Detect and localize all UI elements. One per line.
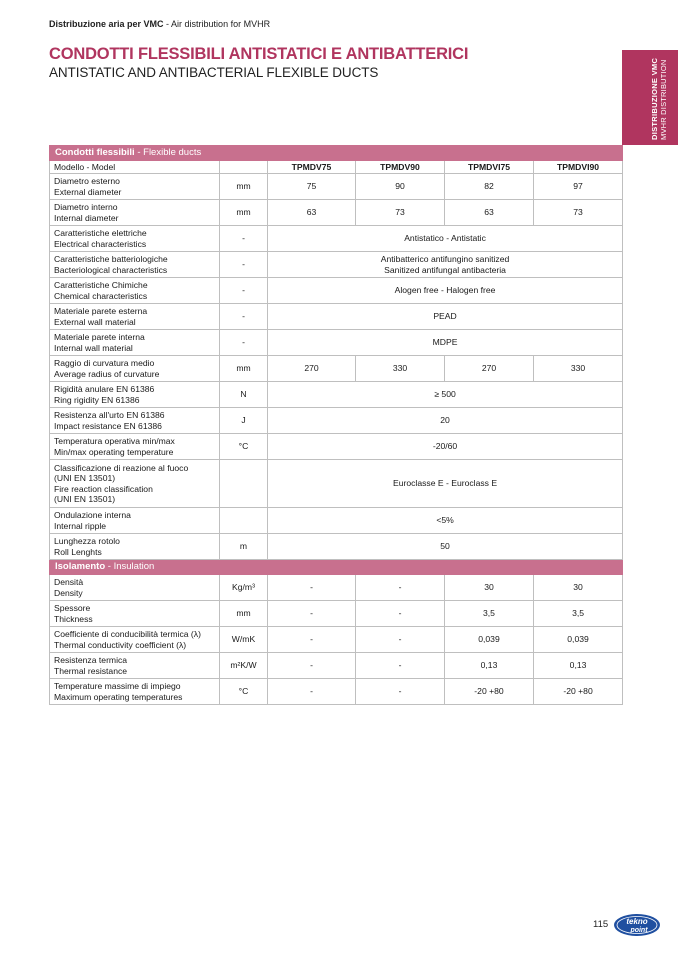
row-label: Coefficiente di conducibilità termica (λ) Thermal conductivity coefficient (λ) [50,627,220,653]
row-value: - [268,627,356,653]
row-label: Resistenza all'urto EN 61386 Impact resistance EN 61386 [50,408,220,434]
table-row [50,278,623,304]
row-merged-value: 20 [268,408,623,434]
row-value: - [268,653,356,679]
table-row [50,408,623,434]
row-value: 97 [534,174,623,200]
row-merged-value: PEAD [268,304,623,330]
row-unit: °C [220,679,268,705]
side-tab-line2: MVHR DISTRIBUTION [659,59,668,140]
row-unit: m²K/W [220,653,268,679]
row-value: - [356,653,445,679]
row-value: - [268,601,356,627]
page-number: 115 [593,919,609,930]
table-row [50,304,623,330]
row-merged-value: Alogen free - Halogen free [268,278,623,304]
row-value: - [268,575,356,601]
logo-text-top: tekno [626,917,648,926]
row-label: Lunghezza rotolo Roll Lenghts [50,534,220,560]
table-row [50,330,623,356]
row-value: 82 [445,174,534,200]
table-row [50,508,623,534]
row-value: - [356,601,445,627]
row-value: 30 [534,575,623,601]
row-value: 270 [268,356,356,382]
row-value: - [268,679,356,705]
row-unit: mm [220,601,268,627]
table-row [50,226,623,252]
model-label: Modello - Model [50,161,220,174]
row-label: Caratteristiche elettriche Electrical characteristics [50,226,220,252]
row-label: Caratteristiche batteriologiche Bacteriological characteristics [50,252,220,278]
running-header [49,19,270,29]
row-merged-value: Euroclasse E - Euroclass E [268,460,623,508]
row-merged-value: 50 [268,534,623,560]
row-unit: mm [220,200,268,226]
logo-text-bottom: point [630,927,648,934]
row-value: 0,039 [534,627,623,653]
table-row [50,434,623,460]
row-value: - [356,679,445,705]
row-unit: W/mK [220,627,268,653]
section-title-bold: Condotti flessibili [55,146,135,158]
row-value: 0,13 [445,653,534,679]
row-value: 73 [534,200,623,226]
row-unit: - [220,226,268,252]
table-row [50,575,623,601]
side-tab-text [650,58,668,140]
row-value: 63 [268,200,356,226]
row-label: Spessore Thickness [50,601,220,627]
section-title-insulation [50,560,623,575]
row-value: 330 [534,356,623,382]
running-header-rest: Air distribution for MVHR [171,19,271,29]
row-value: 330 [356,356,445,382]
running-header-sep: - [163,19,172,29]
row-value: 270 [445,356,534,382]
table-cell [220,161,268,174]
row-label: Ondulazione interna Internal ripple [50,508,220,534]
row-value: 0,039 [445,627,534,653]
section-header-ducts [50,146,623,161]
row-value: -20 +80 [534,679,623,705]
row-label: Temperatura operativa min/max Min/max operating temperature [50,434,220,460]
row-label: Materiale parete interna Internal wall material [50,330,220,356]
row-merged-value: <5% [268,508,623,534]
table-row [50,252,623,278]
row-label: Materiale parete esterna External wall material [50,304,220,330]
row-merged-value: Antibatterico antifungino sanitized Sanitized antifungal antibacteria [268,252,623,278]
table-row [50,174,623,200]
row-unit: J [220,408,268,434]
row-unit: - [220,252,268,278]
table-row [50,200,623,226]
row-value: 3,5 [445,601,534,627]
row-unit: m [220,534,268,560]
row-label: Classificazione di reazione al fuoco (UNI EN 13501) Fire reaction classification (UNI EN 13501) [50,460,220,508]
page-title: CONDOTTI FLESSIBILI ANTISTATICI E ANTIBATTERICI [49,45,469,63]
table-row [50,653,623,679]
row-unit [220,460,268,508]
model-name: TPMDVI90 [534,161,623,174]
row-label: Rigidità anulare EN 61386 Ring rigidity EN 61386 [50,382,220,408]
row-unit: °C [220,434,268,460]
model-name: TPMDV90 [356,161,445,174]
row-label: Diametro esterno External diameter [50,174,220,200]
section-title-bold: Isolamento [55,560,106,572]
row-value: 90 [356,174,445,200]
row-value: 30 [445,575,534,601]
spec-table [49,145,623,705]
table-row [50,627,623,653]
row-unit: mm [220,356,268,382]
model-name: TPMDVI75 [445,161,534,174]
row-value: 75 [268,174,356,200]
table-row [50,460,623,508]
row-value: 73 [356,200,445,226]
row-label: Densità Density [50,575,220,601]
row-unit: - [220,304,268,330]
row-merged-value: Antistatico - Antistatic [268,226,623,252]
row-value: - [356,575,445,601]
section-header-insulation [50,560,623,575]
row-value: -20 +80 [445,679,534,705]
row-unit: Kg/m³ [220,575,268,601]
model-name: TPMDV75 [268,161,356,174]
row-merged-value: -20/60 [268,434,623,460]
row-label: Resistenza termica Thermal resistance [50,653,220,679]
row-merged-value: MDPE [268,330,623,356]
table-row [50,382,623,408]
row-label: Diametro interno Internal diameter [50,200,220,226]
row-unit: - [220,278,268,304]
row-label: Caratteristiche Chimiche Chemical characteristics [50,278,220,304]
row-label: Temperature massime di impiego Maximum operating temperatures [50,679,220,705]
page-subtitle: ANTISTATIC AND ANTIBACTERIAL FLEXIBLE DUCTS [49,65,379,80]
running-header-bold: Distribuzione aria per VMC [49,19,164,29]
row-value: 3,5 [534,601,623,627]
row-unit: mm [220,174,268,200]
teknopoint-logo [612,912,662,938]
row-value: 0,13 [534,653,623,679]
table-row [50,534,623,560]
section-title-rest: - Insulation [105,560,155,572]
row-unit: N [220,382,268,408]
table-row [50,356,623,382]
row-label: Raggio di curvatura medio Average radius of curvature [50,356,220,382]
row-value: 63 [445,200,534,226]
model-row [50,161,623,174]
row-unit [220,508,268,534]
table-row [50,601,623,627]
section-title-ducts [50,146,623,161]
row-merged-value: ≥ 500 [268,382,623,408]
side-tab-line1: DISTRIBUZIONE VMC [650,57,659,140]
row-value: - [356,627,445,653]
table-row [50,679,623,705]
section-title-rest: - Flexible ducts [134,146,202,158]
row-unit: - [220,330,268,356]
